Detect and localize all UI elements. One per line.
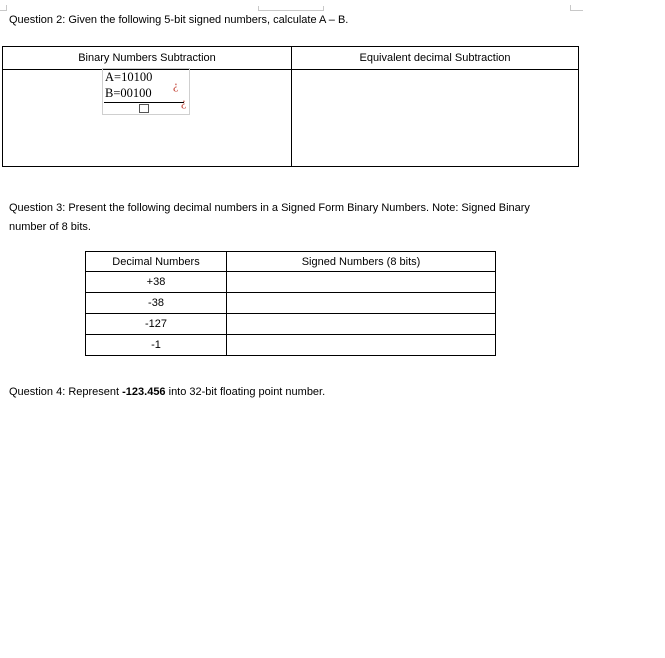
header-decimal-numbers: Decimal Numbers xyxy=(86,252,227,272)
question-4-value: -123.456 xyxy=(122,386,166,398)
table-row xyxy=(86,293,496,314)
unknown-char-marker: ¿ xyxy=(173,78,179,92)
table-row xyxy=(86,314,496,335)
table-row xyxy=(86,272,496,293)
header-signed-numbers: Signed Numbers (8 bits) xyxy=(227,252,496,272)
equation-line-a: A=10100 xyxy=(105,70,153,84)
table-row xyxy=(3,70,579,167)
header-binary-subtraction: Binary Numbers Subtraction xyxy=(3,47,292,70)
decimal-answer-cell[interactable] xyxy=(292,70,579,167)
unknown-char-marker: ¿ xyxy=(181,95,187,109)
question-2-text: Question 2: Given the following 5-bit signed numbers, calculate A – B. xyxy=(9,14,349,26)
decimal-value-cell: -1 xyxy=(86,335,227,356)
question-3-text-line-1: Question 3: Present the following decimal numbers in a Signed Form Binary Numbers. Note: Signed Binary xyxy=(9,202,530,214)
signed-answer-cell[interactable] xyxy=(227,293,496,314)
decimal-value-cell: -38 xyxy=(86,293,227,314)
question-4-prefix: Question 4: Represent xyxy=(9,386,123,398)
question-4-suffix: into 32-bit floating point number. xyxy=(165,386,326,398)
signed-answer-cell[interactable] xyxy=(227,272,496,293)
equation-line-b: B=00100 xyxy=(105,86,152,100)
decimal-value-cell: -127 xyxy=(86,314,227,335)
signed-answer-cell[interactable] xyxy=(227,335,496,356)
table-header-row xyxy=(3,47,579,70)
table-row xyxy=(86,335,496,356)
header-decimal-subtraction: Equivalent decimal Subtraction xyxy=(292,47,579,70)
margin-corner-mark-left xyxy=(0,5,7,11)
subtraction-rule xyxy=(104,102,184,103)
margin-corner-mark-right xyxy=(570,5,583,11)
decimal-value-cell: +38 xyxy=(86,272,227,293)
signed-answer-cell[interactable] xyxy=(227,314,496,335)
equation-placeholder-box[interactable] xyxy=(139,104,149,113)
question-3-table xyxy=(85,251,496,356)
table-header-row xyxy=(86,252,496,272)
question-3-text-line-2: number of 8 bits. xyxy=(9,221,91,233)
question-2-table xyxy=(2,46,579,167)
question-4-text xyxy=(9,383,325,402)
